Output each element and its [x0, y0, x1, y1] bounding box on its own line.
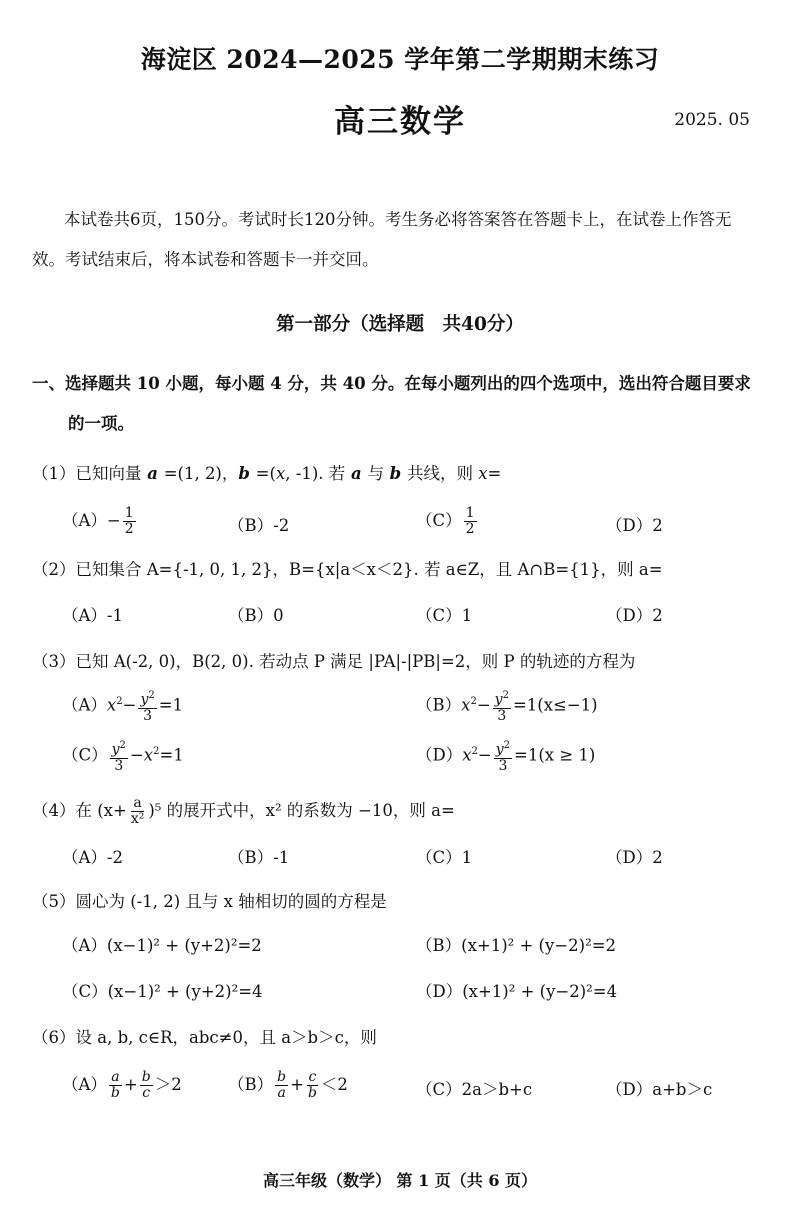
question-number: （3）	[32, 652, 76, 671]
question-1: （1）已知向量 a =(1, 2)，b =(x, -1). 若 a 与 b 共线，则 x=	[32, 464, 502, 483]
q6-option-d: （D）a+b＞c	[606, 1080, 713, 1099]
question-3	[32, 648, 635, 672]
q6-text: 设 a, b, c∈R，abc≠0，且 a＞b＞c，则	[75, 1028, 377, 1047]
q3-text: 已知 A(-2, 0)，B(2, 0). 若动点 P 满足 |PA|-|PB|=2，则 P 的轨迹的方程为	[75, 652, 636, 671]
q3-option-b: $(B)x^2-$ $\frac{y^2}{3}$ =1(x≤−1)	[416, 690, 598, 724]
q6-option-a: （A） $\frac{a}{b}$ + $\frac{b}{c}$ ＞2	[62, 1069, 182, 1101]
q6-option-b: （B） $\frac{b}{a}$ + $\frac{c}{b}$ ＜2	[228, 1069, 348, 1101]
q4-option-d: （D）2	[606, 848, 663, 867]
question-4: （4）在 (x+ $\frac{a}{\text{x²}}$ )⁵ 的展开式中，x² 的系数为 −10，则 a=	[32, 795, 455, 827]
q1-text-g: =	[487, 464, 502, 483]
q1-text-c: =(	[255, 464, 276, 483]
q5-option-a: （A）(x−1)² + (y+2)²=2	[62, 936, 262, 955]
q2-option-c: （C）1	[416, 606, 473, 625]
q5-text: 圆心为 (-1, 2) 且与 x 轴相切的圆的方程是	[75, 892, 387, 911]
q1-text-d: , -1). 若	[285, 464, 346, 483]
q1-text-f: 共线，则	[406, 464, 473, 483]
q1-text-e: 与	[367, 464, 384, 483]
exam-date: 2025. 05	[674, 110, 750, 130]
q2-option-b: （B）0	[228, 606, 284, 625]
fraction: $\frac{1}{2}$	[124, 505, 134, 537]
q4-option-c: （C）1	[416, 848, 473, 867]
q4-option-a: （A）-2	[62, 848, 123, 867]
q1-option-b: （B）-2	[228, 516, 290, 535]
q4-option-b: （B）-1	[228, 848, 290, 867]
option-label: （C）	[416, 511, 462, 530]
question-number: （2）	[32, 560, 76, 579]
subject-title: 高三数学	[334, 104, 466, 140]
part-title: 第一部分（选择题 共40分）	[276, 314, 524, 335]
instructions: 本试卷共6页，150分。考试时长120分钟。考生务必将答案答在答题卡上，在试卷上作答无效。考试结束后，将本试卷和答题卡一并交回。	[32, 210, 732, 269]
q3-option-a: $(A)x^2-$ $\frac{y^2}{3}$ =1	[62, 690, 184, 724]
q3-option-d: $(D)x^2-$ $\frac{y^2}{3}$ =1(x ≥ 1)	[416, 740, 596, 774]
q1-option-a	[62, 506, 138, 537]
q2-option-a: （A）-1	[62, 606, 123, 625]
question-number: （5）	[32, 892, 76, 911]
section-heading	[32, 364, 762, 444]
question-6	[32, 1024, 377, 1048]
question-number: （1）	[32, 464, 76, 483]
q2-option-d: （D）2	[606, 606, 663, 625]
q2-text: 已知集合 A={-1, 0, 1, 2}，B={x|a＜x＜2}. 若 a∈Z，且 A∩B={1}，则 a=	[75, 560, 663, 579]
q1-text-a: 已知向量	[75, 464, 142, 483]
q1-text-b: =(1, 2)，	[163, 464, 239, 483]
question-5	[32, 888, 387, 912]
fraction: $\frac{a}{\text{x²}}$	[130, 795, 145, 827]
question-2	[32, 556, 663, 580]
q6-option-c: （C）2a＞b+c	[416, 1080, 533, 1099]
fraction: $\frac{1}{2}$	[465, 505, 475, 537]
option-sign: −	[106, 511, 121, 530]
option-label: （A）	[62, 511, 107, 530]
q5-option-d: （D）(x+1)² + (y−2)²=4	[416, 982, 618, 1001]
q5-option-b: （B）(x+1)² + (y−2)²=2	[416, 936, 617, 955]
q1-option-d: （D）2	[606, 516, 663, 535]
q5-option-c: （C）(x−1)² + (y+2)²=4	[62, 982, 263, 1001]
section-heading-line1: 一、选择题共 10 小题，每小题 4 分，共 40 分。在每小题列出的四个选项中，选出符合题目要求	[32, 374, 751, 393]
q1-option-c	[416, 506, 479, 537]
question-number: （4）	[32, 801, 76, 820]
exam-title: 海淀区 2024—2025 学年第二学期期末练习	[140, 45, 660, 74]
question-number: （6）	[32, 1028, 76, 1047]
page-footer: 高三年级（数学） 第 1 页（共 6 页）	[262, 1171, 538, 1190]
q3-option-c: （C） $\frac{y^2}{3}$ $-x^2=1$	[62, 740, 184, 774]
section-heading-line2: 的一项。	[68, 414, 134, 433]
